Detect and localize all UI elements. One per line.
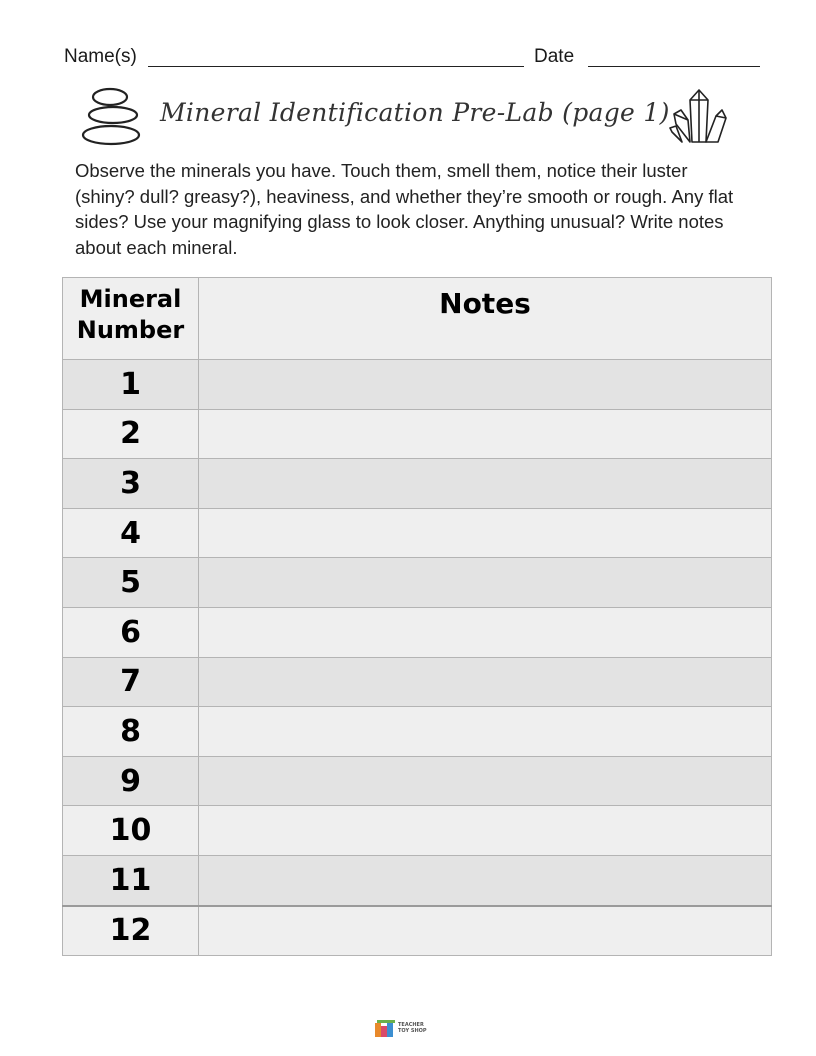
footer-logo-text xyxy=(398,1023,427,1034)
notes-cell[interactable] xyxy=(199,906,772,956)
mineral-number-cell: 11 xyxy=(63,855,199,905)
mineral-number-cell: 9 xyxy=(63,756,199,806)
stacked-stones-icon xyxy=(80,86,144,148)
notes-cell[interactable] xyxy=(199,855,772,905)
table-row xyxy=(63,360,772,410)
footer-logo-line2: TOY SHOP xyxy=(398,1027,427,1034)
table-row xyxy=(63,459,772,509)
notes-cell[interactable] xyxy=(199,806,772,856)
notes-cell[interactable] xyxy=(199,607,772,657)
column-header-mineral-number xyxy=(63,278,199,360)
notes-cell[interactable] xyxy=(199,409,772,459)
teacher-toy-shop-logo-icon xyxy=(374,1020,398,1040)
column-header-notes: Notes xyxy=(199,278,772,360)
title-row xyxy=(80,84,736,152)
mineral-number-cell: 7 xyxy=(63,657,199,707)
table-row xyxy=(63,558,772,608)
date-label: Date xyxy=(534,46,575,67)
column-header-mineral-line1: Mineral xyxy=(79,285,182,313)
mineral-number-cell: 12 xyxy=(63,906,199,956)
instructions-text: Observe the minerals you have. Touch them, smell them, notice their luster (shiny? dull? greasy?), heaviness, and whether they’re smooth or rough. Any flat sides? Use your magnifying glass to look closer. Anything unusual? Write notes about each mineral. xyxy=(75,160,734,258)
table-row xyxy=(63,906,772,956)
mineral-notes-table xyxy=(62,277,772,956)
notes-cell[interactable] xyxy=(199,508,772,558)
crystal-cluster-icon xyxy=(668,86,730,146)
table-header-row xyxy=(63,278,772,360)
table-row xyxy=(63,657,772,707)
mineral-number-cell: 8 xyxy=(63,707,199,757)
name-label: Name(s) xyxy=(64,46,137,67)
footer-logo-line1: TEACHER xyxy=(398,1022,424,1028)
notes-cell[interactable] xyxy=(199,558,772,608)
mineral-number-cell: 2 xyxy=(63,409,199,459)
notes-cell[interactable] xyxy=(199,459,772,509)
mineral-number-cell: 5 xyxy=(63,558,199,608)
mineral-number-cell: 1 xyxy=(63,360,199,410)
mineral-number-cell: 4 xyxy=(63,508,199,558)
mineral-number-cell: 3 xyxy=(63,459,199,509)
mineral-number-cell: 10 xyxy=(63,806,199,856)
table-row xyxy=(63,806,772,856)
name-date-line xyxy=(64,44,764,70)
table-row xyxy=(63,756,772,806)
notes-cell[interactable] xyxy=(199,707,772,757)
name-field[interactable] xyxy=(148,66,524,67)
page-title: Mineral Identification Pre-Lab (page 1) xyxy=(160,98,670,127)
table-row xyxy=(63,707,772,757)
footer-logo xyxy=(374,1018,434,1042)
column-header-mineral-line2: Number xyxy=(76,316,185,344)
table-row xyxy=(63,409,772,459)
notes-cell[interactable] xyxy=(199,657,772,707)
notes-cell[interactable] xyxy=(199,756,772,806)
table-row xyxy=(63,855,772,905)
date-field[interactable] xyxy=(588,66,760,67)
table-row xyxy=(63,607,772,657)
mineral-number-cell: 6 xyxy=(63,607,199,657)
notes-cell[interactable] xyxy=(199,360,772,410)
table-row xyxy=(63,508,772,558)
